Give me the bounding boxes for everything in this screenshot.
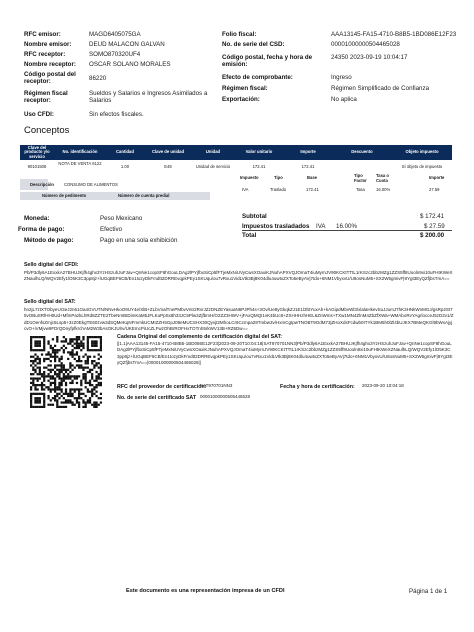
page-number: Página 1 de 1 [409, 588, 448, 595]
fecha-cert-value: 2023-09-20 10:04:18 [362, 383, 404, 388]
moneda-value: Peso Mexicano [100, 215, 143, 222]
metodo-pago-label: Método de pago: [24, 237, 74, 244]
serie-sat-value: 00001000000505446528 [200, 394, 251, 399]
nombre-emisor-label: Nombre emisor: [24, 41, 72, 48]
regimen-fiscal-value: Régimen Simplificado de Confianza [331, 85, 430, 92]
base-col-label: Base [307, 175, 318, 180]
tipo-factor-value: Tasa [356, 187, 365, 192]
col-objeto-impuesto: Objeto impuesto [405, 149, 439, 155]
cell-importe: 172.41 [301, 164, 315, 169]
pedimento-label: Número de pedimento [42, 193, 87, 198]
col-no-identificacion: No. identificación [62, 149, 98, 155]
moneda-label: Moneda: [24, 215, 50, 222]
serie-csd-value: 00001000000504465028 [331, 41, 400, 48]
serie-sat-label: No. de serie del certificado SAT [117, 395, 197, 401]
impuesto-col-label: Impuesto [240, 175, 259, 180]
rfc-pac-value: SAT970701NN3 [200, 383, 233, 388]
conceptos-header-row [20, 145, 452, 160]
cp-receptor-value: 86220 [89, 75, 107, 82]
nombre-receptor-value: OSCAR SOLANO MORALES [89, 61, 171, 68]
impuesto-value: IVA [242, 187, 249, 192]
efecto-value: Ingreso [331, 74, 352, 81]
tipo-factor-col-label: Tipo Factor [354, 173, 367, 183]
sello-sat-value: hn2jL7ztXTObyeUr3eJ2n61Oa4GVUTN/NNvHkoO9UY4e/XlB+ZLbVnalTnePMbvVntr2RvrJZzDNZEYasuaN6PJPh4s+3Ov/Ue8yGkqkZJ1E1l3htYuxAh+kAGipdMbvWl3/xlalaHkevSuJJumJ7hK3HNkWnMGJ/gsRp2St75vOBuSRfHH0Ud+MfmPazkLhRd8ZZTE2TbeNmBtDimKaM5JFLKuPpSx8h33JC5Plw3ZjfbmH/O2ZZ3HWV+jFAxQMQI1vK4bUc8+ZXHHHzhHEL6ZnWms+TXw1MN4ZlnM4ZbZfXWa+WMAboRvYAgrlocceJ5zD2v1/ZdD1OenfsZmjc5Lsp5+3zZ0EkgTE60zvw3dSQMeKqNFmmkUCMIZZH5GpJ09eMUCSHX30Qyvjt2MhoLCr6Ccmpa29Tmbw3v/HxmCgIpwTNOBT9OdM73jZHoXdsFcdwb0ITYk1BM5h0lZl4bUJKX7BMeQKGl9bWxAjyjcvO+iVMjvw9FDrQDnyfpfkrchAM2W3bAsOKJUlrv/UKEmcPiUcZLFwzOhBrROFHxTOTnh5rkWV13B+RZ6Dw== [24, 307, 454, 332]
total-value: $ 200.00 [420, 232, 445, 239]
col-cantidad: Cantidad [116, 149, 134, 155]
forma-pago-label: Forma de pago: [18, 226, 65, 233]
tipo-col-label: Tipo [274, 175, 283, 180]
cadena-label: Cadena Original del complemento de certificación digital del SAT: [117, 334, 283, 340]
impuestos-trasladados-label: Impuestos trasladados [242, 223, 310, 230]
cell-no-identificacion: NOTA DE VENTA 6122 [58, 161, 102, 166]
nombre-receptor-label: Nombre receptor: [24, 61, 76, 68]
total-label: Total [242, 232, 257, 239]
cuenta-predial-label: Número de cuenta predial [118, 193, 170, 198]
serie-csd-label: No. de serie del CSD: [222, 41, 285, 48]
cp-receptor-label: Código postal del receptor: [24, 71, 76, 85]
descripcion-label: Descripción [30, 182, 54, 187]
conceptos-data-row [20, 161, 452, 173]
conceptos-title: Conceptos [24, 125, 70, 136]
col-unidad: Unidad [205, 149, 221, 155]
impuestos-tasa: 16.00% [336, 223, 357, 230]
sello-sat-label: Sello digital del SAT: [24, 299, 76, 305]
regimen-receptor-value: Sueldos y Salarios e Ingresos Asimilados a Salarios [89, 90, 208, 104]
efecto-label: Efecto de comprobante: [222, 74, 293, 81]
uso-cfdi-label: Uso CFDI: [24, 111, 54, 118]
cell-cantidad: 1.00 [120, 164, 130, 169]
rfc-receptor-label: RFC receptor: [24, 51, 66, 58]
cell-objeto-impuesto: Sí objeto de impuesto [401, 164, 443, 169]
rfc-pac-label: RFC del proveedor de certificación: [117, 384, 207, 390]
regimen-receptor-label: Régimen fiscal receptor: [24, 90, 68, 104]
nombre-emisor-value: DEUD MALACON GALVAN [89, 41, 165, 48]
col-clave-unidad: Clave de unidad [151, 149, 185, 155]
col-importe: Importe [300, 149, 316, 155]
qr-code-icon [30, 336, 102, 408]
impuestos-value: $ 27.59 [424, 223, 445, 230]
sello-cfdi-label: Sello digital del CFDI: [24, 262, 79, 268]
cell-unidad: Unidad de servicio [195, 164, 231, 169]
metodo-pago-value: Pago en una sola exhibición [100, 237, 178, 244]
cp-fecha-value: 24350 2023-09-19 10:04:17 [331, 54, 408, 61]
totals-divider [242, 230, 452, 231]
col-descuento: Descuento [351, 149, 373, 155]
cell-clave-unidad: E48 [164, 164, 172, 169]
importe-value: 27.59 [429, 187, 440, 192]
rfc-receptor-value: SOMO870320UF4 [89, 51, 141, 58]
tasa-value: 16.00% [376, 187, 391, 192]
folio-fiscal-value: AAA13145-FA15-4710-B8B5-1BD086E12F23 [331, 31, 457, 38]
forma-pago-value: Efectivo [100, 226, 123, 233]
col-valor-unitario: Valor unitario [245, 149, 273, 155]
subtotal-label: Subtotal [242, 213, 267, 220]
descripcion-value: CONSUMO DE ALIMENTOS [64, 182, 118, 187]
cp-fecha-label: Código postal, fecha y hora de emisión: [222, 54, 313, 68]
cell-valor-unitario: 172.41 [252, 164, 266, 169]
sello-cfdi-value: Pb/P3dly6A1ExxkA27BHUJKjfh4ghx3YzHSzuhJuFJav+QnNe1copSF8hGouLDAg2lPYjfbxSiCp5fFTjeMxNiUVyCwsXOaxiKJNuhAPXVQJOmaT4iuMyrnJV90KCKtTTtL1rKSzc2bbzMZg1ZZS5ff8Uooln9xi10uFHtKWeXZNaulhLQ/WQV2Efy1lO5K3C3pp8jz+lUGqBEF6CB/En1tozyDkFmdtt2DRREvqpkPEy1SKUqu/ou7vRxu1VidLVtk3Bj8K04dlu4uwtxZXTo5eByAVj7tdo+6NM1VbyxvU/U8osNuM5+SX2W5gmivF|8Ygt3EyQZfjbsTmA== [24, 270, 453, 282]
importe-col-label: Importe [429, 175, 445, 180]
impuestos-tipo: IVA [316, 223, 326, 230]
rfc-emisor-label: RFC emisor: [24, 31, 61, 38]
footer-note: Este documento es una representación impresa de un CFDI [126, 588, 285, 594]
rfc-emisor-value: MAGD6405075GA [89, 31, 141, 38]
cell-clave-producto: 90101508 [27, 164, 47, 169]
subtotal-value: $ 172.41 [420, 213, 445, 220]
regimen-fiscal-label: Régimen fiscal: [222, 85, 268, 92]
tipo-value: Traslado [270, 187, 287, 192]
col-clave-producto: Clave del producto y/o servicio [24, 144, 50, 159]
cadena-value: ||1.1|AAA13145-FA15-4710-B8B5-1BD086E12F23|2023-09-20T10:04:18|SAT970701NN3|Pb/P3dly6A1ExxkA27BHUJKjfh4ghx3YzHSzuhJuFJav+QnNe1copSF8hGouLDAg2lPYjfbxSiCp5fFTjeMxNiUVyCwsXOaxiKJNuhAPXVQJOmaT4iuMyrnJV90KCKtTTtL1rKSzc2bbzMZg1ZZS5ff8Uooln9xi10uFHtKWeXZNaulhLQ/WQV2Efy1lO5K3C3pp8jz+lUGqBEF6CB/En1tozyDkFmdtt2DRREvqpkPEy1SKUqu/ou7vRxu1VidLVtk3Bj8K04dlu4uwtxZXTo5eByAVj7tdo+6NM1VbyxvU/U8osNuM5+SX2W5gmivF|8Ygt3EyQZfjbsTmA==|00001000000504465028|| [117, 341, 453, 366]
exportacion-value: No aplica [331, 96, 357, 103]
base-value: 172.41 [306, 187, 319, 192]
exportacion-label: Exportación: [222, 96, 260, 103]
fecha-cert-label: Fecha y hora de certificación: [280, 384, 355, 390]
qr-code [30, 336, 102, 408]
tasa-col-label: Tasa o Cuota [376, 173, 389, 183]
folio-fiscal-label: Folio fiscal: [222, 31, 257, 38]
uso-cfdi-value: Sin efectos fiscales. [89, 111, 144, 118]
